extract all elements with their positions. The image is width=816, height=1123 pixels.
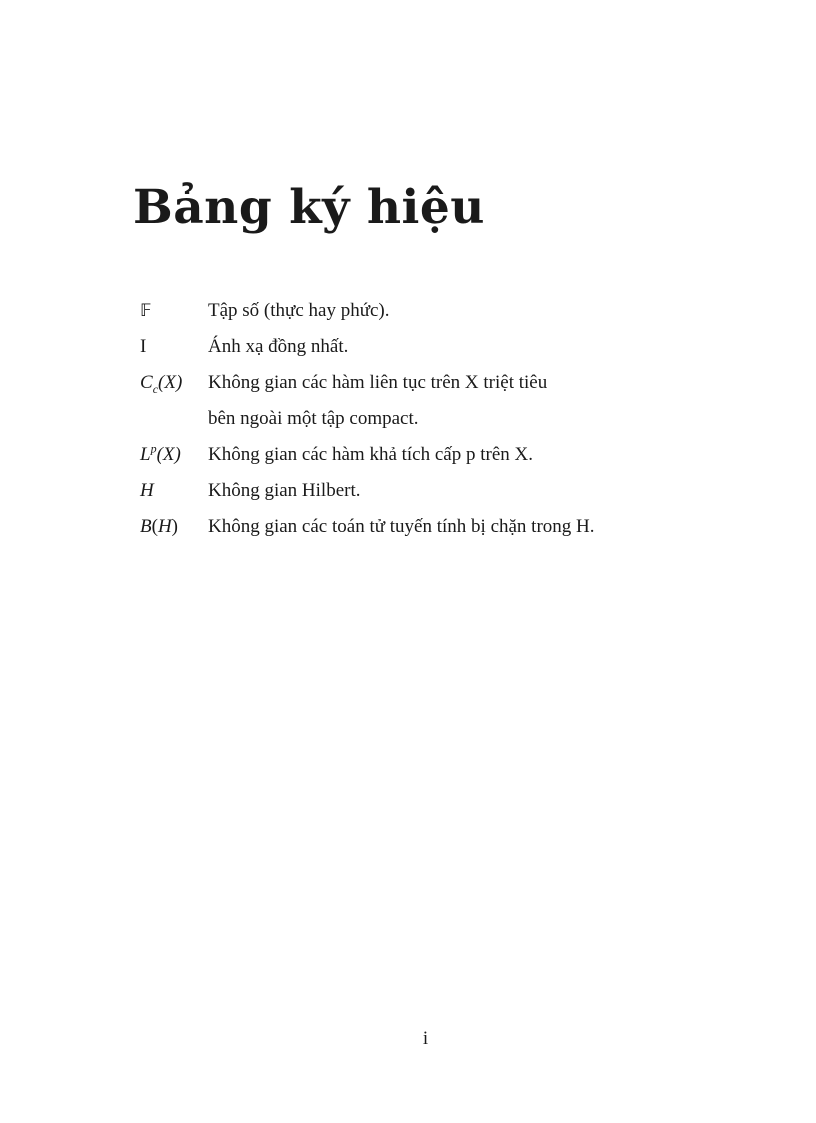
page-number: i [422, 1028, 429, 1049]
symbol-field: 𝔽 [140, 301, 152, 321]
symbol-description: Không gian các hàm liên tục trên X triệt tiêu [208, 372, 548, 393]
symbol-hilbert: H [140, 480, 154, 501]
symbol-row-cc-continued [140, 401, 700, 437]
symbol-row-bh [140, 509, 700, 545]
symbol-row-hilbert [140, 473, 700, 509]
symbol-description: Không gian Hilbert. [208, 480, 361, 501]
symbol-bh: B(H) [140, 516, 178, 537]
symbol-description-continued: bên ngoài một tập compact. [208, 408, 419, 429]
symbol-cc: $C_c(X)$ [140, 372, 183, 396]
symbol-row-field [140, 293, 700, 329]
symbol-lp: $L^p(X)$ [140, 441, 181, 465]
symbol-table [140, 293, 700, 545]
symbol-row-lp [140, 437, 700, 473]
symbol-identity: I [140, 336, 147, 357]
page-title: Bảng ký hiệu [133, 180, 485, 235]
symbol-description: Tập số (thực hay phức). [208, 300, 390, 321]
symbol-description: Không gian các hàm khả tích cấp p trên X. [208, 444, 533, 465]
symbol-row-identity [140, 329, 700, 365]
symbol-description: Không gian các toán tử tuyến tính bị chặn trong H. [208, 516, 595, 537]
symbol-row-cc [140, 365, 700, 401]
symbol-description: Ánh xạ đồng nhất. [208, 336, 349, 357]
